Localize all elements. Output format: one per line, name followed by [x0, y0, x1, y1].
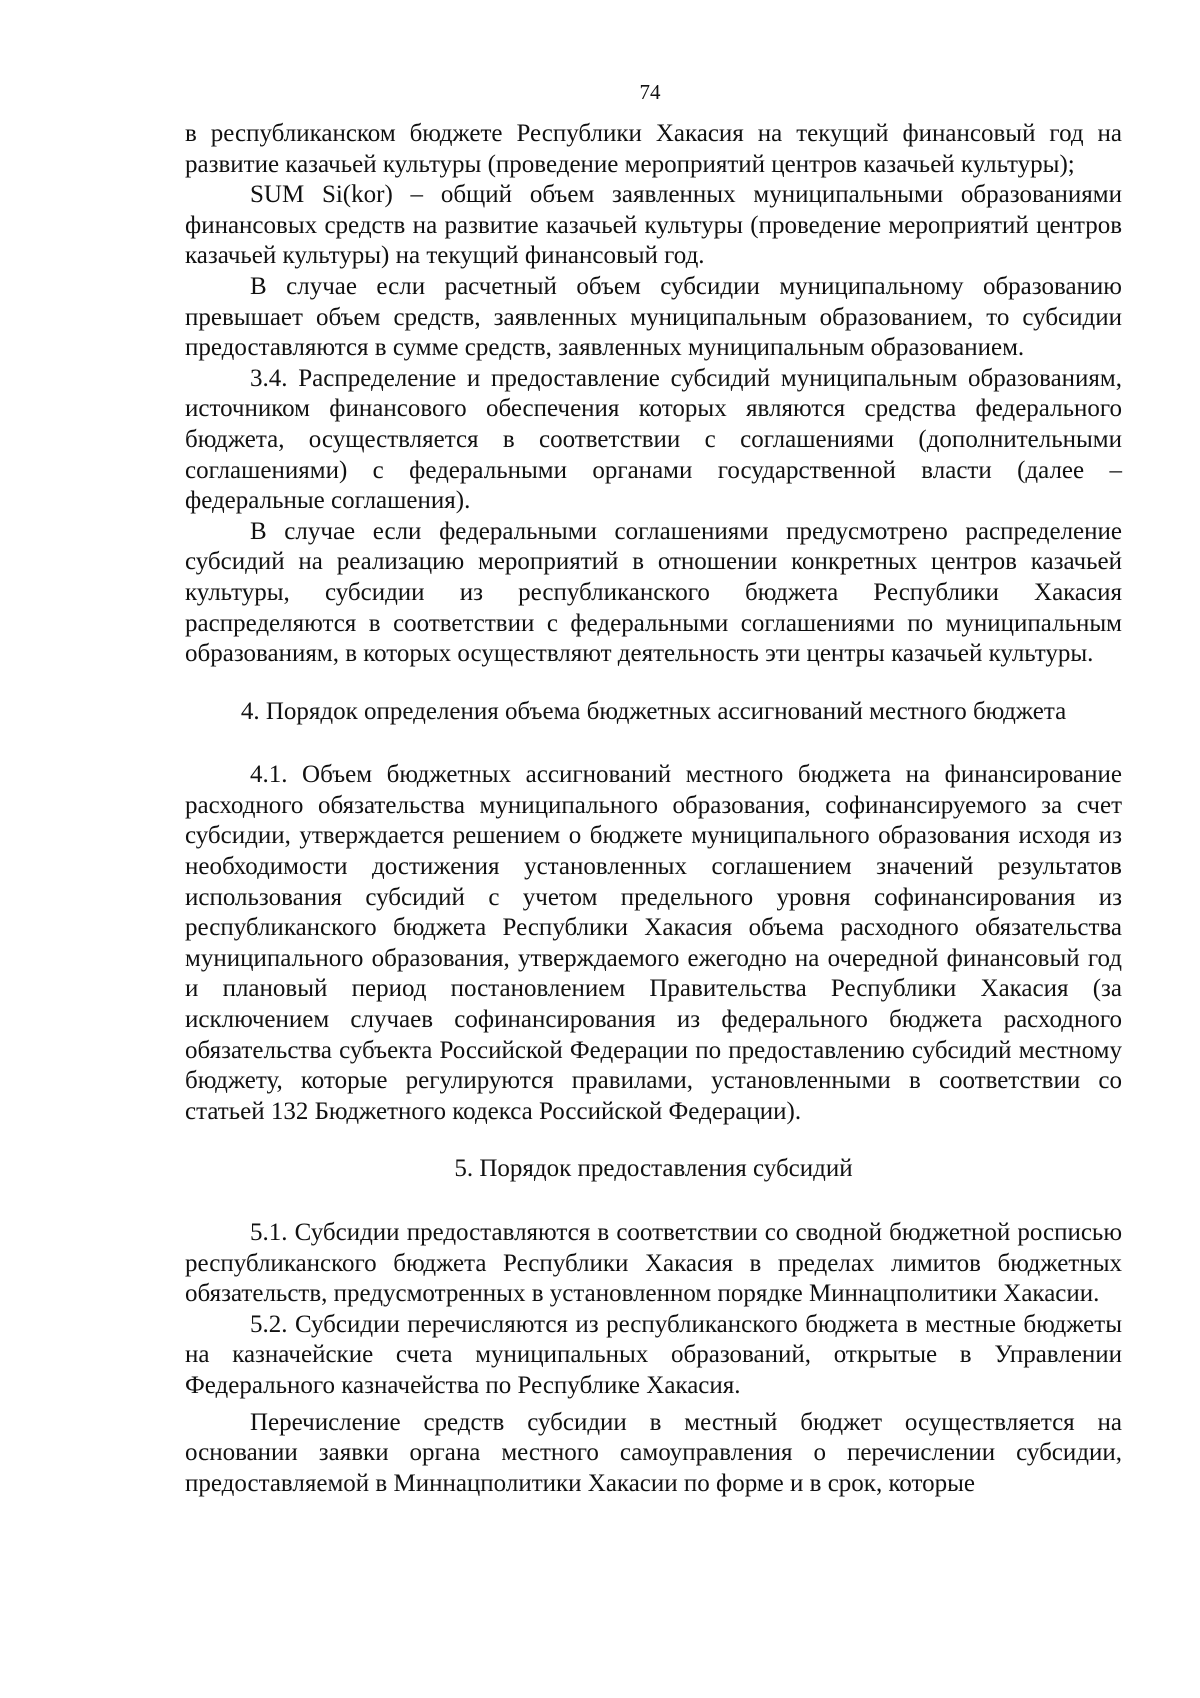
page-number: 74: [639, 80, 661, 104]
paragraph-federal-agreements: В случае если федеральными соглашениями предусмотрено распределение субсидий на реализацию мероприятий в отношении конкретных центров казачьей культуры, субсидии из республиканского бюджета Республики Хакасия распределяются в соответствии с федеральными соглашениями по муниципальным образованиям, в которых осуществляют деятельность эти центры казачьей культуры.: [185, 517, 1122, 668]
paragraph-continued: в республиканском бюджете Республики Хакасия на текущий финансовый год на развитие казачьей культуры (проведение мероприятий центров казачьей культуры);: [185, 120, 1122, 178]
paragraph-5-1: 5.1. Субсидии предоставляются в соответствии со сводной бюджетной росписью республиканского бюджета Республики Хакасия в пределах лимитов бюджетных обязательств, предусмотренных в установленном порядке Миннацполитики Хакасии.: [185, 1219, 1122, 1308]
paragraph-transfer-request: Перечисление средств субсидии в местный бюджет осуществляется на основании заявки органа местного самоуправления о перечислении субсидии, предоставляемой в Миннацполитики Хакасии по форме и в срок, которые: [185, 1408, 1122, 1497]
paragraph-sum-definition: SUM Si(kor) – общий объем заявленных муниципальными образованиями финансовых средств на развитие казачьей культуры (проведение мероприятий центров казачьей культуры) на текущий финансовый год.: [185, 181, 1122, 270]
section-5-heading: 5. Порядок предоставления субсидий: [454, 1155, 853, 1183]
document-body: [185, 119, 1122, 1499]
paragraph-4-1: 4.1. Объем бюджетных ассигнований местного бюджета на финансирование расходного обязательства муниципального образования, софинансируемого за счет субсидии, утверждается решением о бюджете муниципального образования исходя из необходимости достижения установленных соглашением значений результатов использования субсидий с учетом предельного уровня софинансирования из республиканского бюджета Республики Хакасия объема расходного обязательства муниципального образования, утверждаемого ежегодно на очередной финансовый год и плановый период постановлением Правительства Республики Хакасия (за исключением случаев софинансирования из федерального бюджета расходного обязательства субъекта Российской Федерации по предоставлению субсидий местному бюджету, которые регулируются правилами, установленными в соответствии со статьей 132 Бюджетного кодекса Российской Федерации).: [185, 761, 1122, 1125]
paragraph-5-2: 5.2. Субсидии перечисляются из республиканского бюджета в местные бюджеты на казначейские счета муниципальных образований, открытые в Управлении Федерального казначейства по Республике Хакасия.: [185, 1310, 1122, 1399]
paragraph-3-4: 3.4. Распределение и предоставление субсидий муниципальным образованиям, источником финансового обеспечения которых являются средства федерального бюджета, осуществляется в соответствии с соглашениями (дополнительными соглашениями) с федеральными органами государственной власти (далее – федеральные соглашения).: [185, 364, 1122, 515]
paragraph-subsidy-exceeds: В случае если расчетный объем субсидии муниципальному образованию превышает объем средств, заявленных муниципальным образованием, то субсидии предоставляются в сумме средств, заявленных муниципальным образованием.: [185, 272, 1122, 362]
section-4-heading: 4. Порядок определения объема бюджетных ассигнований местного бюджета: [240, 697, 1067, 725]
